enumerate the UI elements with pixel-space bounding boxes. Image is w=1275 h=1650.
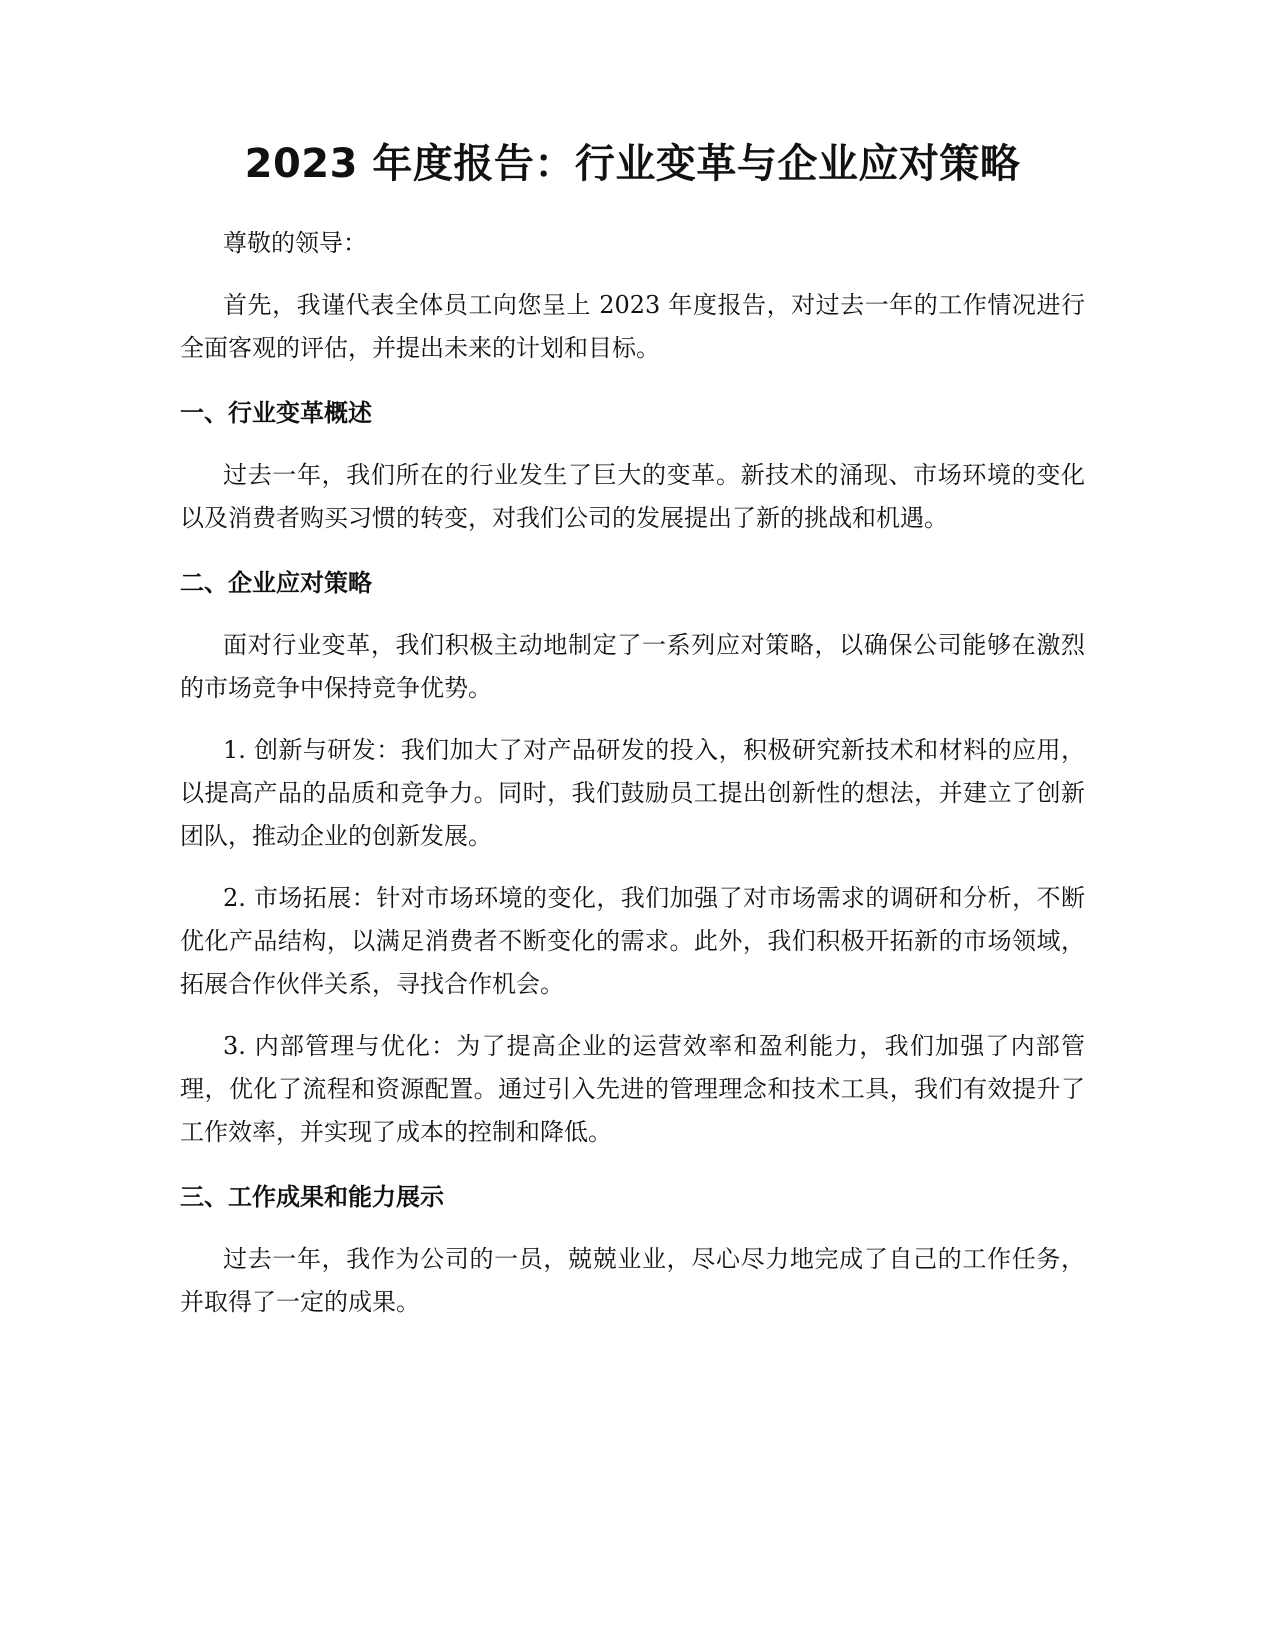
strategy-item-market: 2. 市场拓展：针对市场环境的变化，我们加强了对市场需求的调研和分析，不断优化产品结构，以满足消费者不断变化的需求。此外，我们积极开拓新的市场领域，拓展合作伙伴关系，寻找合作机会。 — [180, 884, 1085, 998]
section-heading: 二、企业应对策略 — [180, 569, 372, 597]
document-page — [180, 140, 1085, 1343]
section-heading: 一、行业变革概述 — [180, 399, 372, 427]
section-paragraph: 过去一年，我作为公司的一员，兢兢业业，尽心尽力地完成了自己的工作任务，并取得了一定的成果。 — [180, 1245, 1085, 1316]
section-response-strategy — [180, 562, 1085, 1154]
section-heading: 三、工作成果和能力展示 — [180, 1183, 444, 1211]
salutation: 尊敬的领导： — [223, 229, 367, 257]
strategy-item-innovation: 1. 创新与研发：我们加大了对产品研发的投入，积极研究新技术和材料的应用，以提高产品的品质和竞争力。同时，我们鼓励员工提出创新性的想法，并建立了创新团队，推动企业的创新发展。 — [180, 736, 1085, 850]
section-industry-change — [180, 392, 1085, 540]
intro-paragraph: 首先，我谨代表全体员工向您呈上 2023 年度报告，对过去一年的工作情况进行全面客观的评估，并提出未来的计划和目标。 — [180, 291, 1085, 362]
section-paragraph: 过去一年，我们所在的行业发生了巨大的变革。新技术的涌现、市场环境的变化以及消费者购买习惯的转变，对我们公司的发展提出了新的挑战和机遇。 — [180, 461, 1085, 532]
section-achievements — [180, 1176, 1085, 1324]
strategy-item-management: 3. 内部管理与优化：为了提高企业的运营效率和盈利能力，我们加强了内部管理，优化了流程和资源配置。通过引入先进的管理理念和技术工具，我们有效提升了工作效率，并实现了成本的控制和降低。 — [180, 1032, 1085, 1146]
document-title: 2023 年度报告：行业变革与企业应对策略 — [244, 141, 1021, 187]
section-paragraph: 面对行业变革，我们积极主动地制定了一系列应对策略，以确保公司能够在激烈的市场竞争中保持竞争优势。 — [180, 631, 1085, 702]
